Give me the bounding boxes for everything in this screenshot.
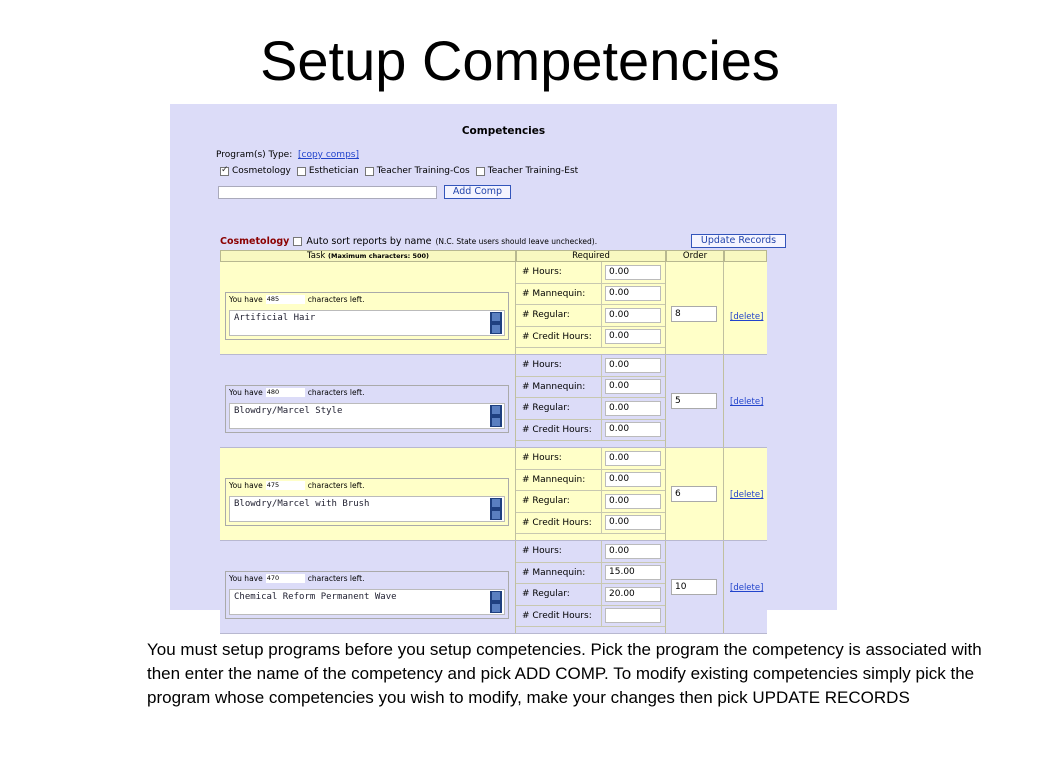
program-esthetician[interactable] [297,166,359,176]
update-records-button[interactable]: Update Records [691,234,786,248]
delete-cell [724,448,767,540]
chars-left-row [229,574,364,583]
credit-hours-label: # Credit Hours: [516,420,602,441]
chars-prefix: You have [229,574,263,583]
delete-cell [724,262,767,354]
hours-input[interactable]: 0.00 [605,451,661,466]
program-teacher-training-est[interactable] [476,166,578,176]
chars-suffix: characters left. [307,388,365,397]
regular-input[interactable]: 0.00 [605,494,661,509]
auto-sort-label: Auto sort reports by name [306,236,432,247]
chars-suffix: characters left. [307,574,365,583]
task-header-note: (Maximum characters: 500) [328,252,430,260]
program-cosmetology[interactable] [220,166,291,176]
mannequin-label: # Mannequin: [516,377,602,398]
task-cell [220,262,516,354]
required-cell [516,355,666,447]
hours-label: # Hours: [516,262,602,283]
delete-cell [724,541,767,633]
program-checkboxes [220,166,578,176]
copy-comps-link[interactable]: [copy comps] [297,150,359,160]
credit-hours-label: # Credit Hours: [516,327,602,348]
regular-input[interactable]: 0.00 [605,308,661,323]
task-box [225,292,509,340]
auto-sort-note: (N.C. State users should leave unchecked). [435,237,598,246]
order-input[interactable]: 6 [671,486,717,502]
scrollbar[interactable] [490,405,502,427]
credit-hours-label: # Credit Hours: [516,606,602,627]
chars-left-count: 475 [266,481,305,490]
chars-left-count: 485 [266,295,305,304]
program-label: Esthetician [308,166,359,176]
regular-label: # Regular: [516,491,602,512]
hours-label: # Hours: [516,355,602,376]
mannequin-input[interactable]: 0.00 [605,286,661,301]
add-comp-button[interactable]: Add Comp [444,185,511,199]
required-cell [516,448,666,540]
task-textarea[interactable] [229,403,505,429]
page-heading: Competencies [461,125,546,137]
slide-caption: You must setup programs before you setup competencies. Pick the program the competency is associated with then enter the name of the competency and pick ADD COMP. To modify existing competencies simply pick the program whose competencies you wish to modify, make your changes then pick UPDATE RECORDS [147,640,982,707]
cosmetology-checkbox[interactable] [220,167,229,176]
delete-link[interactable]: [delete] [730,490,764,500]
task-text: Artificial Hair [234,313,316,323]
program-teacher-training-cos[interactable] [365,166,470,176]
required-cell [516,262,666,354]
hours-label: # Hours: [516,448,602,469]
esthetician-checkbox[interactable] [297,167,306,176]
credit-hours-label: # Credit Hours: [516,513,602,534]
chars-prefix: You have [229,481,263,490]
chars-left-count: 480 [266,388,305,397]
delete-link[interactable]: [delete] [730,583,764,593]
section-name: Cosmetology [220,236,290,247]
credit-hours-input[interactable] [605,608,661,623]
program-label: Teacher Training-Est [487,166,579,176]
slide-title: Setup Competencies [260,29,780,92]
chars-left-row [229,295,364,304]
scrollbar[interactable] [490,498,502,520]
order-cell [666,541,724,633]
competencies-screenshot [170,104,837,621]
order-cell [666,448,724,540]
credit-hours-input[interactable]: 0.00 [605,422,661,437]
task-cell [220,448,516,540]
regular-input[interactable]: 0.00 [605,401,661,416]
task-text: Blowdry/Marcel Style [234,406,343,416]
mannequin-label: # Mannequin: [516,470,602,491]
task-cell [220,355,516,447]
task-column-header [220,250,516,262]
table-row [220,541,767,634]
program-label: Cosmetology [232,166,291,176]
table-row [220,355,767,448]
chars-left-row [229,388,364,397]
required-cell [516,541,666,633]
table-header [220,250,767,262]
task-text: Chemical Reform Permanent Wave [234,592,397,602]
required-column-header: Required [516,250,666,262]
order-input[interactable]: 10 [671,579,717,595]
chars-prefix: You have [229,295,263,304]
mannequin-input[interactable]: 0.00 [605,379,661,394]
competency-name-input[interactable] [218,186,437,199]
section-header [220,236,597,247]
task-header-label: Task [306,251,326,261]
chars-suffix: characters left. [307,295,365,304]
program-label: Teacher Training-Cos [376,166,470,176]
auto-sort-checkbox[interactable] [293,237,302,246]
competency-table [220,250,767,634]
chars-prefix: You have [229,388,263,397]
program-type-row [216,150,359,160]
hours-input[interactable]: 0.00 [605,358,661,373]
regular-label: # Regular: [516,584,602,605]
delete-column-header [724,250,767,262]
scrollbar[interactable] [490,312,502,334]
scrollbar[interactable] [490,591,502,613]
hours-input[interactable]: 0.00 [605,544,661,559]
mannequin-label: # Mannequin: [516,563,602,584]
chars-left-count: 470 [266,574,305,583]
task-text: Blowdry/Marcel with Brush [234,499,370,509]
credit-hours-input[interactable]: 0.00 [605,515,661,530]
mannequin-label: # Mannequin: [516,284,602,305]
delete-link[interactable]: [delete] [730,397,764,407]
order-column-header: Order [666,250,724,262]
table-row [220,448,767,541]
credit-hours-input[interactable]: 0.00 [605,329,661,344]
task-box [225,385,509,433]
regular-input[interactable]: 20.00 [605,587,661,602]
hours-input[interactable]: 0.00 [605,265,661,280]
order-input[interactable]: 8 [671,306,717,322]
order-cell [666,262,724,354]
chars-suffix: characters left. [307,481,365,490]
task-box [225,571,509,619]
table-row [220,262,767,355]
delete-link[interactable]: [delete] [730,312,764,322]
task-textarea[interactable] [229,310,505,336]
regular-label: # Regular: [516,398,602,419]
regular-label: # Regular: [516,305,602,326]
task-textarea[interactable] [229,496,505,522]
mannequin-input[interactable]: 0.00 [605,472,661,487]
program-type-label: Program(s) Type: [216,150,293,160]
chars-left-row [229,481,364,490]
hours-label: # Hours: [516,541,602,562]
delete-cell [724,355,767,447]
task-box [225,478,509,526]
teacher-training-est-checkbox[interactable] [476,167,485,176]
order-cell [666,355,724,447]
order-input[interactable]: 5 [671,393,717,409]
mannequin-input[interactable]: 15.00 [605,565,661,580]
teacher-training-cos-checkbox[interactable] [365,167,374,176]
task-textarea[interactable] [229,589,505,615]
task-cell [220,541,516,633]
